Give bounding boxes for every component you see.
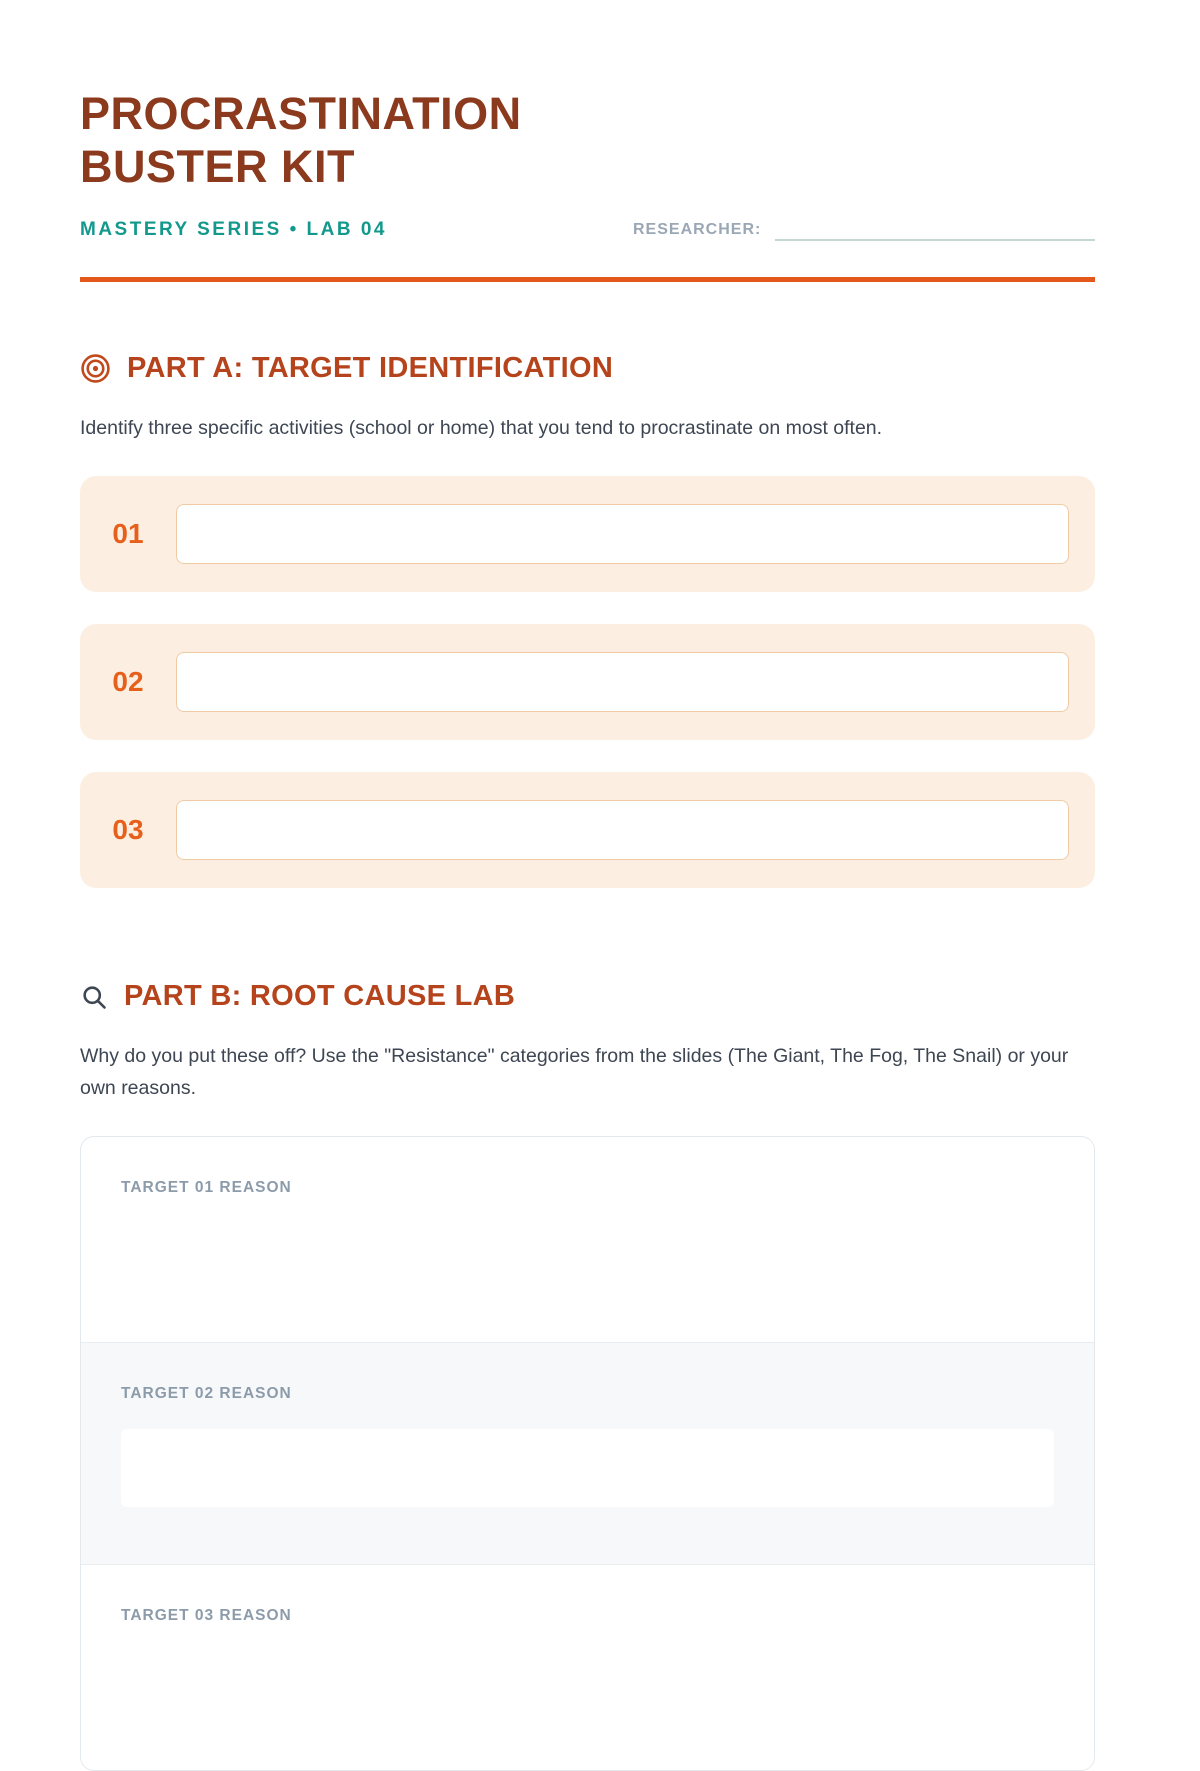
- target-03-input[interactable]: [176, 800, 1069, 860]
- reason-01-textarea[interactable]: [121, 1223, 1054, 1301]
- reason-row-target-01: [81, 1137, 1094, 1342]
- part-b-heading-text: PART B: ROOT CAUSE LAB: [124, 980, 516, 1013]
- page-title: [80, 88, 1095, 193]
- reason-row-target-03: [81, 1564, 1094, 1770]
- reason-label: TARGET 03 REASON: [121, 1606, 292, 1624]
- target-01-input[interactable]: [176, 504, 1069, 564]
- reason-03-textarea[interactable]: [121, 1651, 1054, 1729]
- target-card-01: [80, 476, 1095, 592]
- reason-label: TARGET 02 REASON: [121, 1384, 292, 1402]
- subtitle-row: [80, 211, 1095, 241]
- page-title-line2: BUSTER KIT: [80, 140, 355, 192]
- series-subtitle: MASTERY SERIES • LAB 04: [80, 219, 387, 241]
- part-a-description: Identify three specific activities (school or home) that you tend to procrastinate on most often.: [80, 417, 883, 440]
- target-card-02: [80, 624, 1095, 740]
- researcher-field-group: [633, 211, 1095, 241]
- researcher-input[interactable]: [775, 211, 1095, 241]
- target-02-input[interactable]: [176, 652, 1069, 712]
- target-card-03: [80, 772, 1095, 888]
- header: [80, 88, 1095, 282]
- target-icon: [80, 353, 111, 384]
- researcher-label: RESEARCHER:: [633, 221, 762, 239]
- part-a-section: [80, 352, 1095, 888]
- part-a-heading: [80, 352, 1095, 385]
- target-number: 01: [112, 518, 144, 550]
- header-divider: [80, 277, 1095, 282]
- part-b-heading: [80, 980, 1095, 1013]
- reason-02-textarea[interactable]: [121, 1429, 1054, 1507]
- part-a-heading-text: PART A: TARGET IDENTIFICATION: [127, 352, 614, 385]
- reason-panel: [80, 1136, 1095, 1771]
- part-b-section: [80, 980, 1095, 1770]
- reason-label: TARGET 01 REASON: [121, 1178, 292, 1196]
- target-number: 03: [112, 814, 144, 846]
- part-b-description: Why do you put these off? Use the "Resistance" categories from the slides (The Giant, The Fog, The Snail) or your own reasons.: [80, 1045, 1069, 1099]
- page-title-line1: PROCRASTINATION: [80, 88, 522, 139]
- reason-row-target-02: [81, 1342, 1094, 1564]
- target-number: 02: [112, 666, 144, 698]
- magnifier-icon: [80, 983, 108, 1011]
